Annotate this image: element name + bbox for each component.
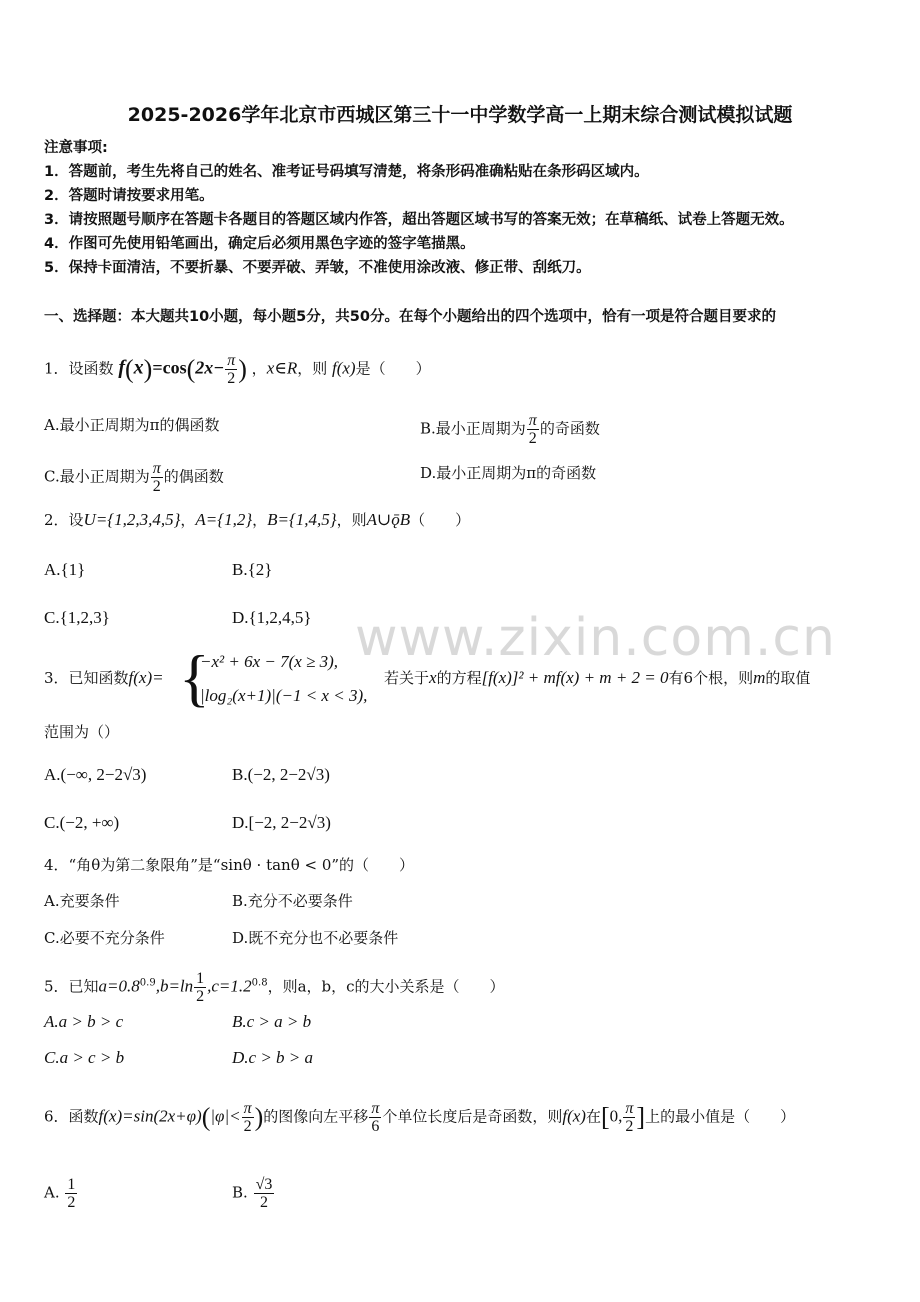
- question-2: 2．设U={1,2,3,4,5}，A={1,2}，B={1,4,5}，则A∪ǭB（ ）: [44, 510, 471, 529]
- notice-item: 4．作图可先使用铅笔画出，确定后必须用黑色字迹的签字笔描黑。: [44, 236, 475, 252]
- option-c: C.{1,2,3}: [44, 608, 110, 627]
- option-a: A.充要条件: [44, 892, 120, 910]
- notice-item: 5．保持卡面清洁，不要折暴、不要弄破、弄皱，不准使用涂改液、修正带、刮纸刀。: [44, 260, 591, 276]
- option-b: B.{2}: [232, 560, 273, 579]
- option-b: B.充分不必要条件: [232, 892, 353, 910]
- option-d: D.{1,2,4,5}: [232, 608, 312, 627]
- notice-heading: 注意事项:: [44, 140, 108, 156]
- option-d: D.既不充分也不必要条件: [232, 929, 399, 947]
- option-a: A.最小正周期为π的偶函数: [44, 416, 220, 434]
- option-a: A. $\frac{1}{2}$: [44, 1176, 76, 1211]
- option-c: C.最小正周期为 $\frac{\pi}{2}$ 的偶函数: [44, 460, 224, 495]
- notice-item: 3．请按照题号顺序在答题卡各题目的答题区域内作答，超出答题区域书写的答案无效；在草稿纸、试卷上答题无效。: [44, 212, 794, 228]
- question-3-tail: 范围为（）: [44, 723, 120, 741]
- option-b: B.c > a > b: [232, 1012, 312, 1031]
- question-3-stem: 3．已知函数f(x)=: [44, 668, 164, 687]
- option-c: C.a > c > b: [44, 1048, 125, 1067]
- notice-item: 2．答题时请按要求用笔。: [44, 188, 214, 204]
- option-d: D.[−2, 2−2√3): [232, 813, 331, 832]
- option-a: A.{1}: [44, 560, 86, 579]
- option-b: B.(−2, 2−2√3): [232, 765, 330, 784]
- option-d: D.c > b > a: [232, 1048, 314, 1067]
- question-6: 6．函数f(x)=sin(2x+φ)(|φ|< $\frac{\pi}{2}$ )的图像向左平移 $\frac{\pi}{6}$ 个单位长度后是奇函数，则f(x)在[0, $\frac{\pi}{2}$ ]上的最小值是（ ）: [44, 1100, 796, 1135]
- notice-item: 1．答题前，考生先将自己的姓名、准考证号码填写清楚，将条形码准确粘贴在条形码区域内。: [44, 164, 649, 180]
- section-heading: 一、选择题：本大题共10小题，每小题5分，共50分。在每个小题给出的四个选项中，恰有一项是符合题目要求的: [44, 309, 776, 325]
- question-5: 5．已知$a=0.8^{0.9},b=\ln$ $\frac{1}{2}$ $,c=1.2^{0.8}$，则a，b，c的大小关系是（ ）: [44, 970, 505, 1005]
- option-a: A.(−∞, 2−2√3): [44, 765, 147, 784]
- page-title: 2025-2026学年北京市西城区第三十一中学数学高一上期末综合测试模拟试题: [127, 104, 793, 126]
- question-3-cont: 若关于x的方程[f(x)]² + mf(x) + m + 2 = 0有6个根，则m的取值: [384, 668, 811, 687]
- option-d: D.最小正周期为π的奇函数: [420, 464, 597, 482]
- option-c: C.必要不充分条件: [44, 929, 165, 947]
- option-a: A.a > b > c: [44, 1012, 124, 1031]
- option-c: C.(−2, +∞): [44, 813, 120, 832]
- piecewise-case-2: |log₂(x+1)|(−1 < x < 3),: [200, 686, 368, 705]
- watermark: www.zixin.com.cn: [355, 608, 836, 668]
- option-b: B.最小正周期为 $\frac{\pi}{2}$ 的奇函数: [420, 412, 600, 447]
- piecewise-case-1: −x² + 6x − 7(x ≥ 3),: [200, 652, 339, 671]
- option-b: B. $\frac{√3}{2}$: [232, 1176, 273, 1211]
- question-4: 4．“角θ为第二象限角”是“sinθ · tanθ < 0”的（ ）: [44, 856, 415, 874]
- piecewise-brace: {: [179, 642, 210, 713]
- question-1: 1．设函数 f(x)=cos(2x− $\frac{\pi}{2}$ ) ，x∈R，则 f(x)是（ ）: [44, 352, 431, 387]
